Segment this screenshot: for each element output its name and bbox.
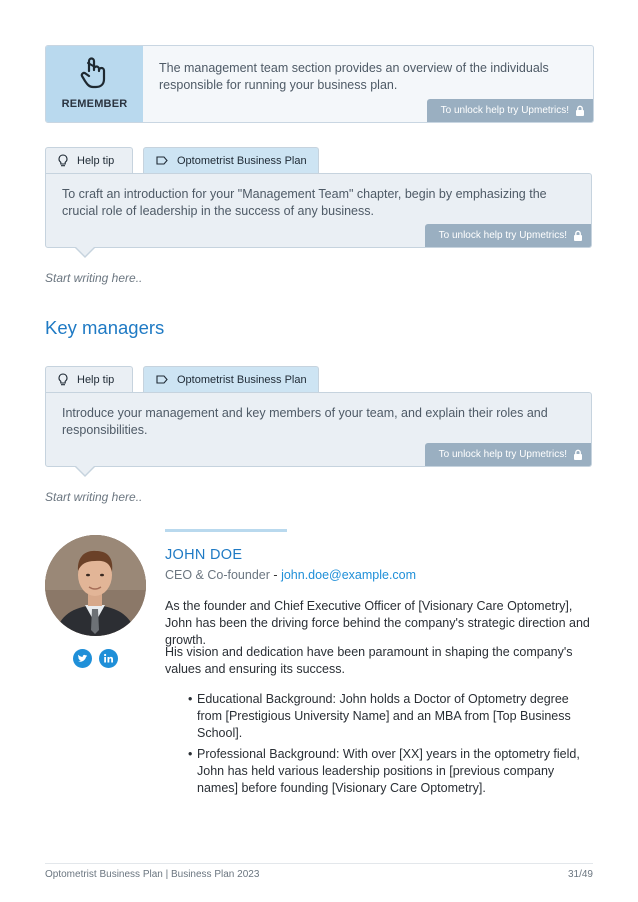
profile-paragraph-2: His vision and dedication have been paramount in shaping the company's values and ensuring its success.: [165, 645, 573, 676]
unlock-banner[interactable]: [427, 99, 593, 122]
tip2-text: Introduce your management and key members of your team, and explain their roles and responsibilities.: [62, 406, 548, 437]
unlock-label: To unlock help try Upmetrics!: [438, 449, 567, 460]
section-title: Key managers: [45, 317, 165, 338]
lock-icon: [573, 230, 583, 241]
tab-plan[interactable]: [143, 147, 319, 173]
tag-icon: [156, 375, 168, 384]
footer-page-number: 31/49: [567, 869, 593, 880]
remember-panel: [46, 46, 143, 122]
linkedin-logo-icon: [99, 649, 118, 668]
unlock-banner[interactable]: [425, 224, 591, 247]
remember-box: [45, 45, 594, 123]
unlock-label: To unlock help try Upmetrics!: [438, 230, 567, 241]
tip2-tabs: [45, 366, 319, 393]
tip-pointer: [76, 247, 94, 256]
remember-label: REMEMBER: [61, 98, 128, 110]
tip-pointer: [76, 466, 94, 475]
portrait-image: [45, 535, 146, 636]
role-separator: -: [273, 568, 278, 582]
lightbulb-icon: [58, 373, 68, 386]
footer-divider: [45, 863, 593, 864]
avatar: [45, 535, 146, 636]
tip1-box: [45, 173, 592, 248]
list-item: • Professional Background: With over [XX] years in the optometry field, John has held various leadership positions in [previous company names] before founding [Visionary Care Optometry].: [188, 746, 588, 797]
list-item: • Educational Background: John holds a Doctor of Optometry degree from [Prestigious University Name] and an MBA from [Top Business School].: [188, 691, 588, 742]
profile-paragraph-1: As the founder and Chief Executive Officer of [Visionary Care Optometry], John has been the driving force behind the company's strategic direction and growth.: [165, 599, 590, 647]
remember-text: The management team section provides an overview of the individuals responsible for running your business plan.: [159, 61, 549, 92]
start-writing-placeholder[interactable]: Start writing here..: [45, 271, 143, 285]
tab-plan-label: Optometrist Business Plan: [177, 154, 307, 167]
tip1-tabs: [45, 147, 319, 174]
twitter-icon[interactable]: [73, 649, 92, 668]
lock-icon: [573, 449, 583, 460]
start-writing-placeholder[interactable]: Start writing here..: [45, 490, 143, 504]
tip2-box: [45, 392, 592, 467]
profile-name: JOHN DOE: [165, 547, 243, 563]
tip1-text: To craft an introduction for your "Management Team" chapter, begin by emphasizing the crucial role of leadership in the success of any business.: [62, 187, 547, 218]
profile-role-line: [165, 568, 416, 582]
lock-icon: [575, 105, 585, 116]
lightbulb-icon: [58, 154, 68, 167]
profile-accent-line: [165, 529, 287, 532]
tag-icon: [156, 156, 168, 165]
linkedin-icon[interactable]: [99, 649, 118, 668]
footer-document-title: Optometrist Business Plan | Business Plan 2023: [45, 869, 260, 880]
unlock-banner[interactable]: [425, 443, 591, 466]
profile-email-link[interactable]: john.doe@example.com: [281, 568, 417, 582]
finger-ribbon-icon: [80, 57, 108, 91]
profile-bullet-list: [188, 691, 588, 801]
tab-help-tip[interactable]: [45, 366, 133, 392]
tab-plan-label: Optometrist Business Plan: [177, 373, 307, 386]
tab-plan[interactable]: [143, 366, 319, 392]
tab-help-label: Help tip: [77, 154, 115, 167]
unlock-label: To unlock help try Upmetrics!: [440, 105, 569, 116]
twitter-bird-icon: [73, 649, 92, 668]
tab-help-tip[interactable]: [45, 147, 133, 173]
profile-role: CEO & Co-founder: [165, 568, 270, 582]
tab-help-label: Help tip: [77, 373, 115, 386]
